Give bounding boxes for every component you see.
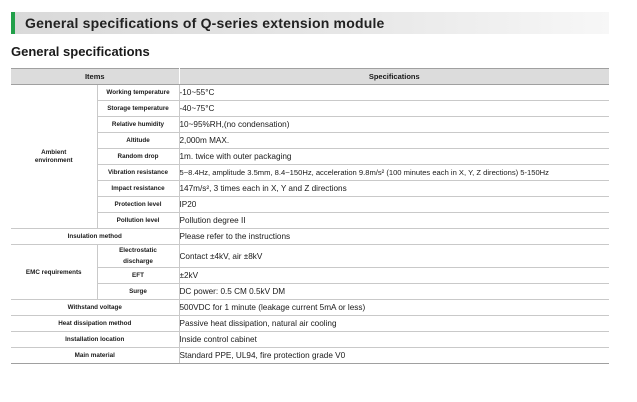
item-main-material: Main material: [11, 348, 179, 364]
spec-value: -40~75°C: [179, 101, 609, 117]
item-label: Vibration resistance: [97, 165, 179, 181]
spec-value: 500VDC for 1 minute (leakage current 5mA or less): [179, 300, 609, 316]
item-insulation-method: Insulation method: [11, 229, 179, 245]
item-label: Storage temperature: [97, 101, 179, 117]
table-row: [11, 117, 609, 133]
table-row: [11, 149, 609, 165]
spec-value: ±2kV: [179, 268, 609, 284]
item-label: Protection level: [97, 197, 179, 213]
table-row: [11, 229, 609, 245]
header-items: Items: [11, 69, 179, 85]
title-bar: [11, 12, 609, 34]
table-row: [11, 245, 609, 268]
item-label: EFT: [97, 268, 179, 284]
item-withstand-voltage: Withstand voltage: [11, 300, 179, 316]
item-label: Relative humidity: [97, 117, 179, 133]
page-title: General specifications of Q-series extension module: [25, 15, 385, 31]
item-label: Pollution level: [97, 213, 179, 229]
table-row: [11, 284, 609, 300]
spec-value: 147m/s², 3 times each in X, Y and Z directions: [179, 181, 609, 197]
table-row: [11, 268, 609, 284]
table-row: [11, 348, 609, 364]
spec-value: 2,000m MAX.: [179, 133, 609, 149]
spec-value: 1m. twice with outer packaging: [179, 149, 609, 165]
category-ambient-environment: Ambient environment: [11, 85, 97, 229]
table-row: [11, 165, 609, 181]
table-row: [11, 316, 609, 332]
spec-value: 10~95%RH,(no condensation): [179, 117, 609, 133]
header-specifications: Specifications: [179, 69, 609, 85]
table-row: [11, 300, 609, 316]
item-label: Impact resistance: [97, 181, 179, 197]
item-label: Working temperature: [97, 85, 179, 101]
category-emc-requirements: EMC requirements: [11, 245, 97, 300]
table-row: [11, 197, 609, 213]
spec-value: 5~8.4Hz, amplitude 3.5mm, 8.4~150Hz, acceleration 9.8m/s² (100 minutes each in X, Y, Z directions) 5-150Hz: [179, 165, 609, 181]
spec-value: -10~55°C: [179, 85, 609, 101]
item-label: Altitude: [97, 133, 179, 149]
item-label: Surge: [97, 284, 179, 300]
section-heading: General specifications: [11, 44, 150, 59]
item-label: Electrostatic discharge: [97, 245, 179, 268]
item-label: Random drop: [97, 149, 179, 165]
spec-value: Passive heat dissipation, natural air cooling: [179, 316, 609, 332]
spec-value: Standard PPE, UL94, fire protection grade V0: [179, 348, 609, 364]
spec-value: DC power: 0.5 CM 0.5kV DM: [179, 284, 609, 300]
table-header-row: [11, 69, 609, 85]
spec-value: IP20: [179, 197, 609, 213]
title-accent-bar: [11, 12, 15, 34]
item-heat-dissipation-method: Heat dissipation method: [11, 316, 179, 332]
spec-value: Pollution degree II: [179, 213, 609, 229]
spec-value: Please refer to the instructions: [179, 229, 609, 245]
table-row: [11, 101, 609, 117]
table-row: [11, 181, 609, 197]
item-installation-location: Installation location: [11, 332, 179, 348]
table-row: [11, 133, 609, 149]
spec-value: Contact ±4kV, air ±8kV: [179, 245, 609, 268]
table-row: [11, 213, 609, 229]
table-row: [11, 332, 609, 348]
spec-table: [11, 68, 609, 364]
table-row: [11, 85, 609, 101]
spec-value: Inside control cabinet: [179, 332, 609, 348]
